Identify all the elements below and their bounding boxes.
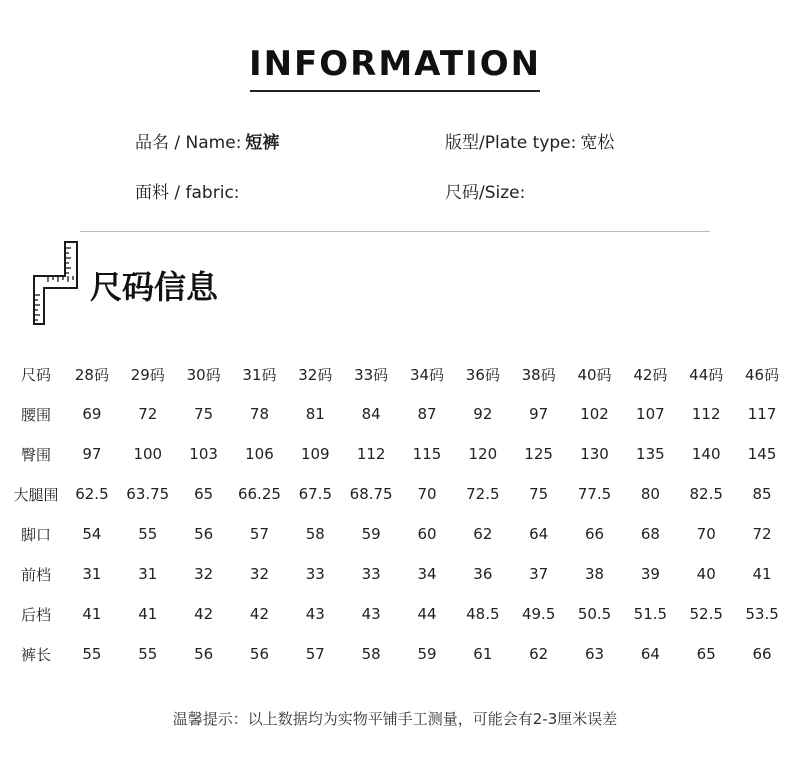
table-cell: 33 [305,565,325,583]
table-cell: 33 [361,565,381,583]
table-cell: 57 [249,525,269,543]
table-cell: 65 [194,485,214,503]
table-cell: 72 [138,405,158,423]
table-cell: 145 [747,445,777,463]
plate-type-value: 宽松 [580,133,615,153]
table-cell: 69 [82,405,102,423]
table-cell: 87 [417,405,437,423]
table-cell: 80 [640,485,660,503]
table-cell: 32 [194,565,214,583]
table-cell: 61 [473,645,493,663]
table-cell: 29码 [130,365,165,384]
table-cell: 75 [194,405,214,423]
table-cell: 102 [580,405,609,423]
info-plate-type [445,128,614,153]
table-row [8,594,790,634]
table-cell: 48.5 [466,605,500,623]
name-value: 短裤 [245,133,280,153]
plate-type-label: 版型/Plate type: [445,133,577,153]
table-cell: 82.5 [689,485,723,503]
table-cell: 84 [361,405,381,423]
table-cell: 42 [249,605,269,623]
table-cell: 30码 [186,365,221,384]
table-cell: 107 [636,405,665,423]
row-label: 裤长 [20,645,51,664]
divider [80,231,710,232]
table-cell: 55 [138,525,158,543]
table-cell: 62 [473,525,493,543]
table-cell: 58 [305,525,325,543]
table-cell: 97 [82,445,102,463]
table-cell: 64 [529,525,549,543]
row-label: 后档 [20,605,51,624]
table-cell: 81 [305,405,325,423]
table-cell: 38 [584,565,605,583]
table-cell: 65 [696,645,716,663]
table-cell: 42 [194,605,214,623]
table-cell: 44 [417,605,437,623]
table-cell: 55 [138,645,158,663]
table-cell: 63.75 [126,485,170,503]
table-cell: 60 [417,525,437,543]
table-row [8,394,790,434]
table-cell: 66 [752,645,772,663]
table-cell: 42码 [633,365,668,384]
row-label: 臀围 [20,445,51,464]
table-row [8,634,790,674]
section-title: 尺码信息 [90,268,219,306]
table-cell: 72 [752,525,772,543]
table-cell: 68 [640,525,660,543]
ruler-icon [30,240,86,326]
page-title: INFORMATION [248,44,542,84]
size-table [8,354,790,674]
table-cell: 44码 [689,365,724,384]
table-cell: 34 [417,565,437,583]
row-label: 腰围 [20,405,51,424]
table-cell: 32 [249,565,269,583]
size-label: 尺码/Size: [445,183,526,203]
table-cell: 120 [468,445,498,463]
info-fabric [135,178,240,203]
table-cell: 40 [696,565,716,583]
table-cell: 31 [82,565,102,583]
table-cell: 41 [138,605,158,623]
table-cell: 62 [529,645,549,663]
table-row [8,514,790,554]
row-label: 前档 [20,565,51,584]
table-cell: 51.5 [633,605,668,623]
table-cell: 62.5 [75,485,109,503]
table-cell: 97 [529,405,549,423]
table-cell: 66 [584,525,605,543]
table-cell: 67.5 [298,485,332,503]
row-label: 大腿围 [13,485,59,504]
name-label: 品名 / Name: [135,133,242,153]
table-cell: 39 [640,565,660,583]
table-cell: 56 [194,645,214,663]
info-name [135,128,279,153]
table-cell: 112 [356,445,386,463]
table-cell: 31码 [242,365,277,384]
row-label: 尺码 [20,365,51,384]
row-label: 脚口 [20,525,51,544]
title-underline [250,90,540,92]
table-cell: 66.25 [237,485,281,503]
table-cell: 43 [361,605,381,623]
table-cell: 40码 [577,365,612,384]
table-cell: 100 [133,445,163,463]
table-cell: 56 [194,525,214,543]
table-cell: 117 [747,405,777,423]
table-cell: 70 [696,525,716,543]
table-cell: 57 [305,645,325,663]
table-cell: 78 [249,405,269,423]
table-cell: 85 [752,485,772,503]
table-cell: 41 [82,605,102,623]
table-cell: 46码 [745,365,780,384]
table-cell: 49.5 [521,605,556,623]
table-cell: 75 [529,485,549,503]
table-cell: 43 [305,605,325,623]
table-cell: 115 [412,445,442,463]
table-cell: 77.5 [577,485,612,503]
table-cell: 33码 [354,365,389,384]
table-cell: 36 [473,565,493,583]
table-cell: 56 [249,645,269,663]
table-cell: 109 [300,445,330,463]
table-cell: 34码 [409,365,445,384]
table-cell: 59 [361,525,381,543]
table-cell: 112 [691,405,721,423]
table-cell: 31 [138,565,158,583]
table-cell: 53.5 [745,605,779,623]
table-cell: 58 [361,645,381,663]
fabric-label: 面料 / fabric: [135,183,240,203]
table-cell: 103 [189,445,218,463]
table-cell: 28码 [74,365,109,384]
table-cell: 55 [82,645,102,663]
table-row [8,554,790,594]
table-cell: 130 [580,445,609,463]
measurement-note: 温馨提示：以上数据均为实物平铺手工测量，可能会有2-3厘米误差 [172,710,618,728]
table-cell: 92 [473,405,493,423]
table-cell: 36码 [465,365,500,384]
table-cell: 32码 [298,365,333,384]
table-cell: 106 [245,445,274,463]
table-cell: 135 [636,445,665,463]
table-cell: 140 [691,445,721,463]
table-cell: 68.75 [349,485,393,503]
table-row [8,474,790,514]
table-cell: 63 [584,645,605,663]
table-cell: 70 [417,485,437,503]
table-cell: 72.5 [466,485,500,503]
table-cell: 50.5 [577,605,612,623]
table-cell: 41 [752,565,772,583]
table-cell: 37 [529,565,549,583]
table-cell: 54 [82,525,102,543]
table-cell: 38码 [521,365,556,384]
table-cell: 59 [417,645,437,663]
table-header-row [8,354,790,394]
table-cell: 64 [640,645,660,663]
table-cell: 52.5 [689,605,723,623]
info-size [445,178,525,203]
table-cell: 125 [524,445,553,463]
table-row [8,434,790,474]
